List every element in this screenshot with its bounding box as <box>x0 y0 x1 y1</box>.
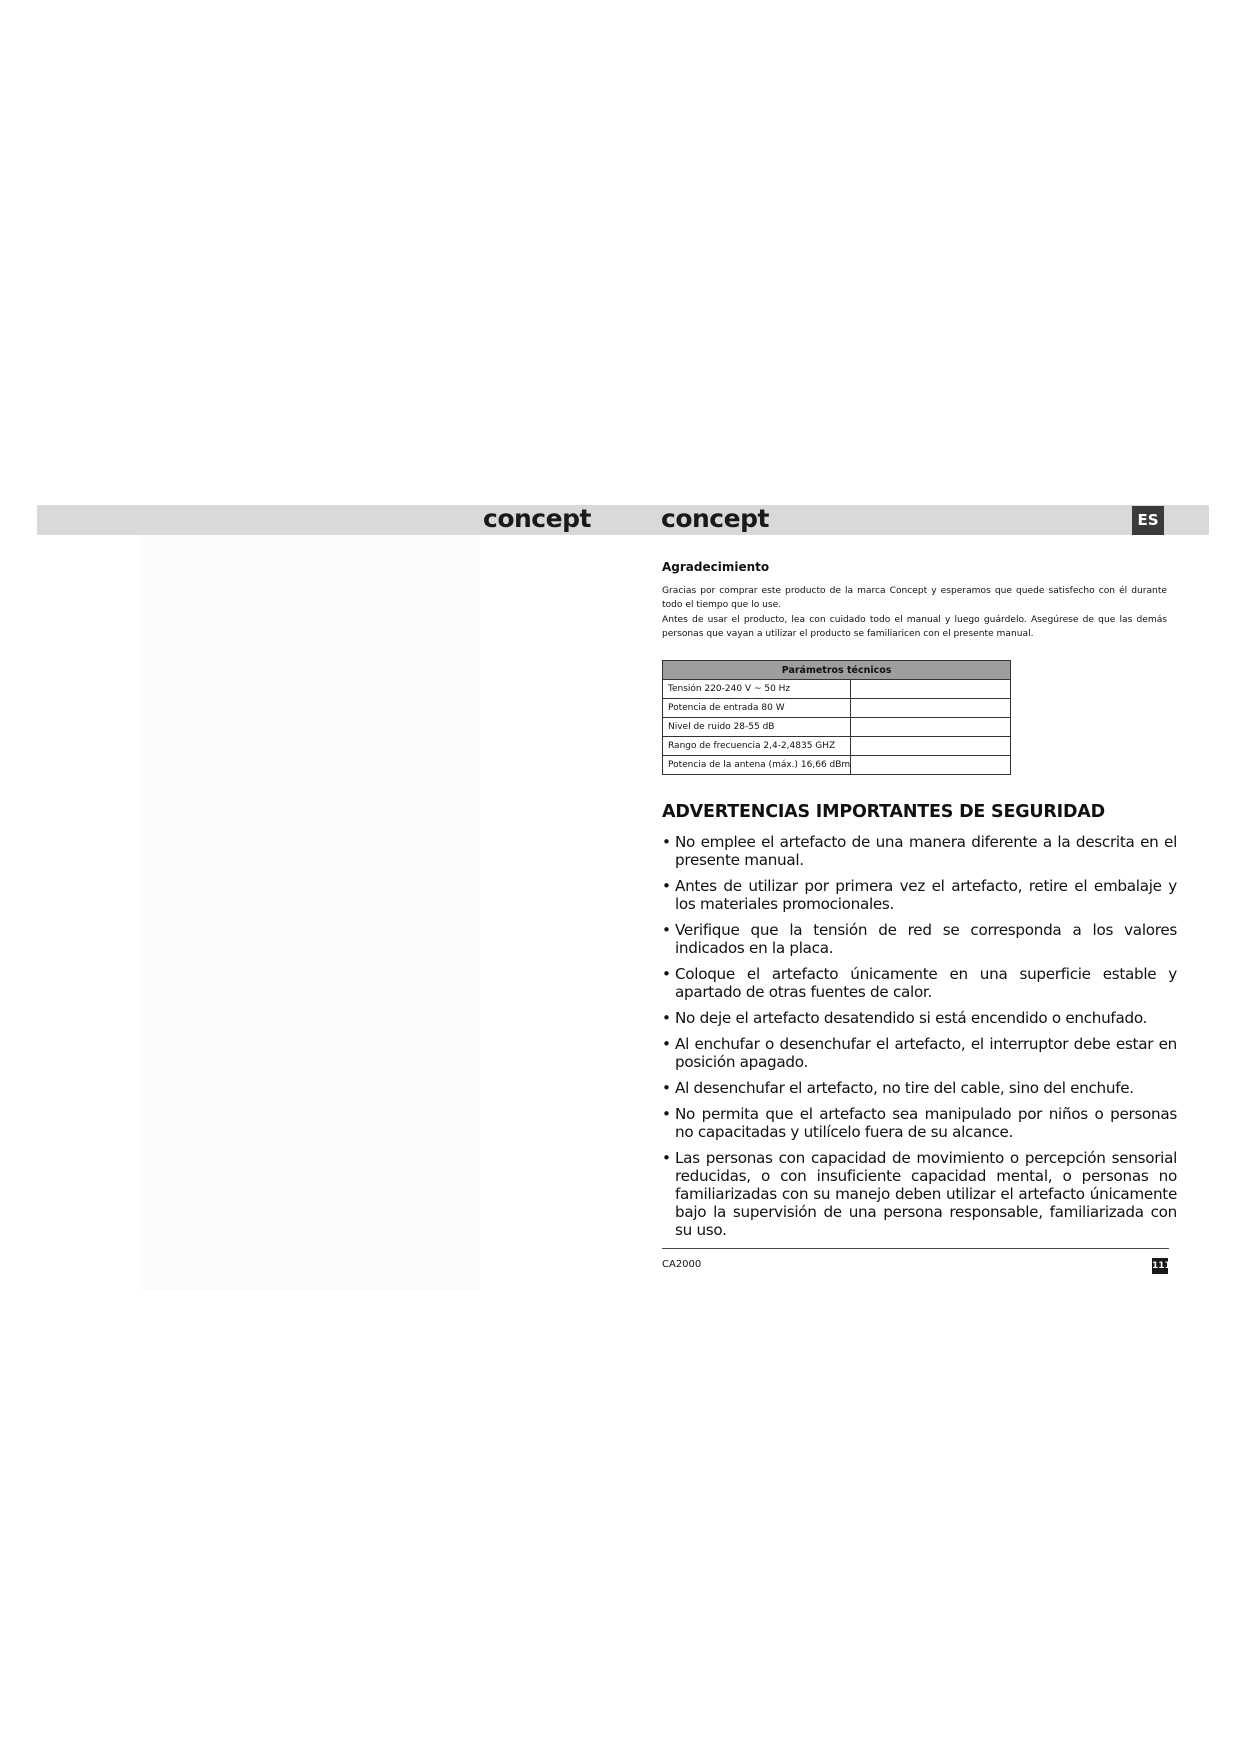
table-cell: Potencia de la antena (máx.) 16,66 dBm <box>663 756 851 775</box>
table-row <box>663 756 1011 775</box>
table-cell <box>851 699 1011 718</box>
table-row <box>663 699 1011 718</box>
list-item: • Al enchufar o desenchufar el artefacto, el interruptor debe estar en posición apagado. <box>662 1035 1177 1071</box>
table-cell: Nivel de ruido 28-55 dB <box>663 718 851 737</box>
page-number: 111 <box>1152 1258 1168 1274</box>
list-item: • Antes de utilizar por primera vez el artefacto, retire el embalaje y los materiales promocionales. <box>662 877 1177 913</box>
table-cell <box>851 680 1011 699</box>
list-item: • Las personas con capacidad de movimiento o percepción sensorial reducidas, o con insuficiente capacidad mental, o personas no familiarizadas con su manejo deben utilizar el artefacto únicamente bajo la supervisión de una persona responsable, familiarizada con su uso. <box>662 1149 1177 1239</box>
safety-title: ADVERTENCIAS IMPORTANTES DE SEGURIDAD <box>662 802 1105 822</box>
language-tag: ES <box>1132 506 1164 535</box>
table-cell <box>851 718 1011 737</box>
safety-list <box>662 833 1177 1247</box>
list-item: • Coloque el artefacto únicamente en una superficie estable y apartado de otras fuentes de calor. <box>662 965 1177 1001</box>
footer-divider <box>662 1248 1169 1249</box>
table-row <box>663 737 1011 756</box>
intro-paragraph: Antes de usar el producto, lea con cuidado todo el manual y luego guárdelo. Asegúrese de que las demás personas que vayan a utilizar el producto se familiaricen con el presente manual. <box>662 615 1167 639</box>
intro-title: Agradecimiento <box>662 560 770 574</box>
table-cell: Tensión 220-240 V ~ 50 Hz <box>663 680 851 699</box>
list-item: • Al desenchufar el artefacto, no tire del cable, sino del enchufe. <box>662 1079 1177 1097</box>
concept-logo-left: concept <box>483 504 591 533</box>
list-item: • No deje el artefacto desatendido si está encendido o enchufado. <box>662 1009 1177 1027</box>
table-header-row <box>663 661 1011 680</box>
left-page-blank <box>140 535 480 1290</box>
table-cell <box>851 737 1011 756</box>
model-number: CA2000 <box>662 1259 702 1270</box>
table-cell: Potencia de entrada 80 W <box>663 699 851 718</box>
list-item: • No permita que el artefacto sea manipulado por niños o personas no capacitadas y utilícelo fuera de su alcance. <box>662 1105 1177 1141</box>
intro-paragraph: Gracias por comprar este producto de la marca Concept y esperamos que quede satisfecho con él durante todo el tiempo que lo use. <box>662 586 1167 610</box>
table-row <box>663 718 1011 737</box>
technical-params-table <box>662 660 1011 775</box>
header-bar <box>37 505 1209 535</box>
table-row <box>663 680 1011 699</box>
concept-logo-right: concept <box>661 504 769 533</box>
table-cell: Rango de frecuencia 2,4-2,4835 GHZ <box>663 737 851 756</box>
table-cell <box>851 756 1011 775</box>
list-item: • Verifique que la tensión de red se corresponda a los valores indicados en la placa. <box>662 921 1177 957</box>
list-item: • No emplee el artefacto de una manera diferente a la descrita en el presente manual. <box>662 833 1177 869</box>
table-header: Parámetros técnicos <box>663 661 1011 680</box>
intro-section <box>662 560 1167 643</box>
